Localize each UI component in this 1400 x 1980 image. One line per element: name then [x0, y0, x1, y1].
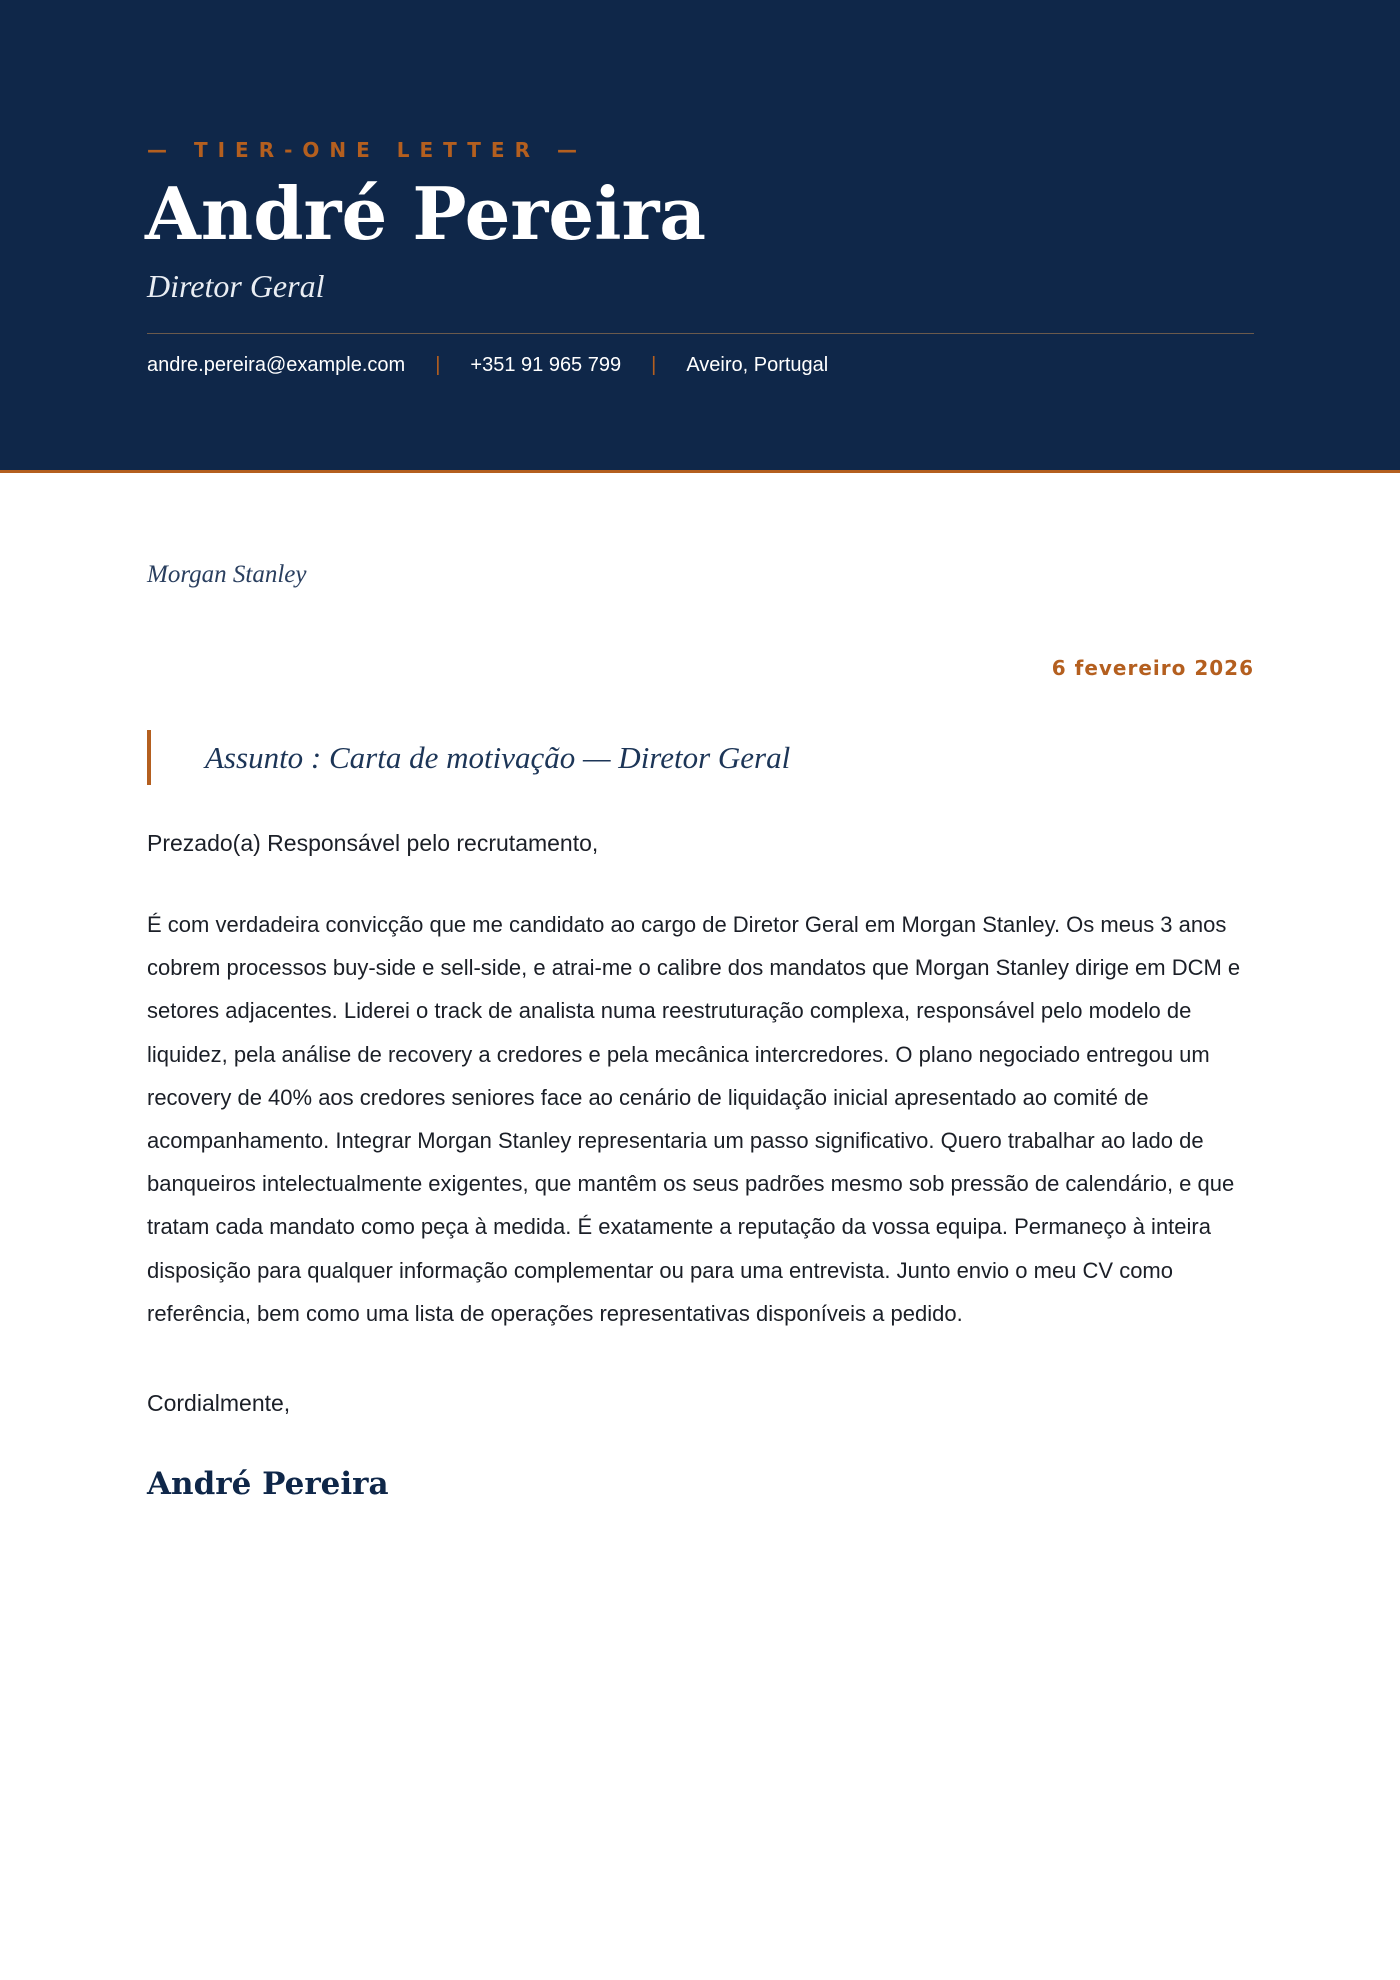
- contact-separator: |: [435, 353, 441, 376]
- subject-line: [147, 730, 790, 785]
- subject-text: Assunto : Carta de motivação — Diretor Geral: [205, 739, 791, 775]
- contact-bar: [147, 350, 828, 380]
- contact-separator: |: [651, 353, 657, 376]
- contact-email: andre.pereira@example.com: [147, 353, 406, 376]
- contact-phone: +351 91 965 799: [470, 353, 622, 376]
- recipient-company: Morgan Stanley: [147, 561, 307, 588]
- sender-name: André Pereira: [145, 171, 707, 256]
- contact-location: Aveiro, Portugal: [686, 353, 829, 376]
- header-divider: [147, 333, 1254, 334]
- closing: Cordialmente,: [147, 1390, 291, 1416]
- letter-body: É com verdadeira convicção que me candidato ao cargo de Diretor Geral em Morgan Stanley. Os meus 3 anos cobrem processos buy-side e sell-side, e atrai-me o calibre dos mandatos que Morgan Stanley dirige em DCM e setores adjacentes. Liderei o track de analista numa reestruturação complexa, responsável pelo modelo de liquidez, pela análise de recovery a credores e pela mecânica intercredores. O plano negociado entregou um recovery de 40% aos credores seniores face ao cenário de liquidação inicial apresentado ao comité de acompanhamento. Integrar Morgan Stanley representaria um passo significativo. Quero trabalhar ao lado de banqueiros intelectualmente exigentes, que mantêm os seus padrões mesmo sob pressão de calendário, e que tratam cada mandato como peça à medida. É exatamente a reputação da vossa equipa. Permaneço à inteira disposição para qualquer informação complementar ou para uma entrevista. Junto envio o meu CV como referência, bem como uma lista de operações representativas disponíveis a pedido.: [147, 912, 1241, 1326]
- signature-name: André Pereira: [147, 1466, 389, 1502]
- salutation: Prezado(a) Responsável pelo recrutamento,: [147, 830, 599, 856]
- letter-eyebrow: — TIER-ONE LETTER —: [147, 138, 587, 162]
- sender-role: Diretor Geral: [147, 268, 325, 304]
- letter-date: 6 fevereiro 2026: [1051, 656, 1254, 680]
- letter-header: [0, 0, 1400, 473]
